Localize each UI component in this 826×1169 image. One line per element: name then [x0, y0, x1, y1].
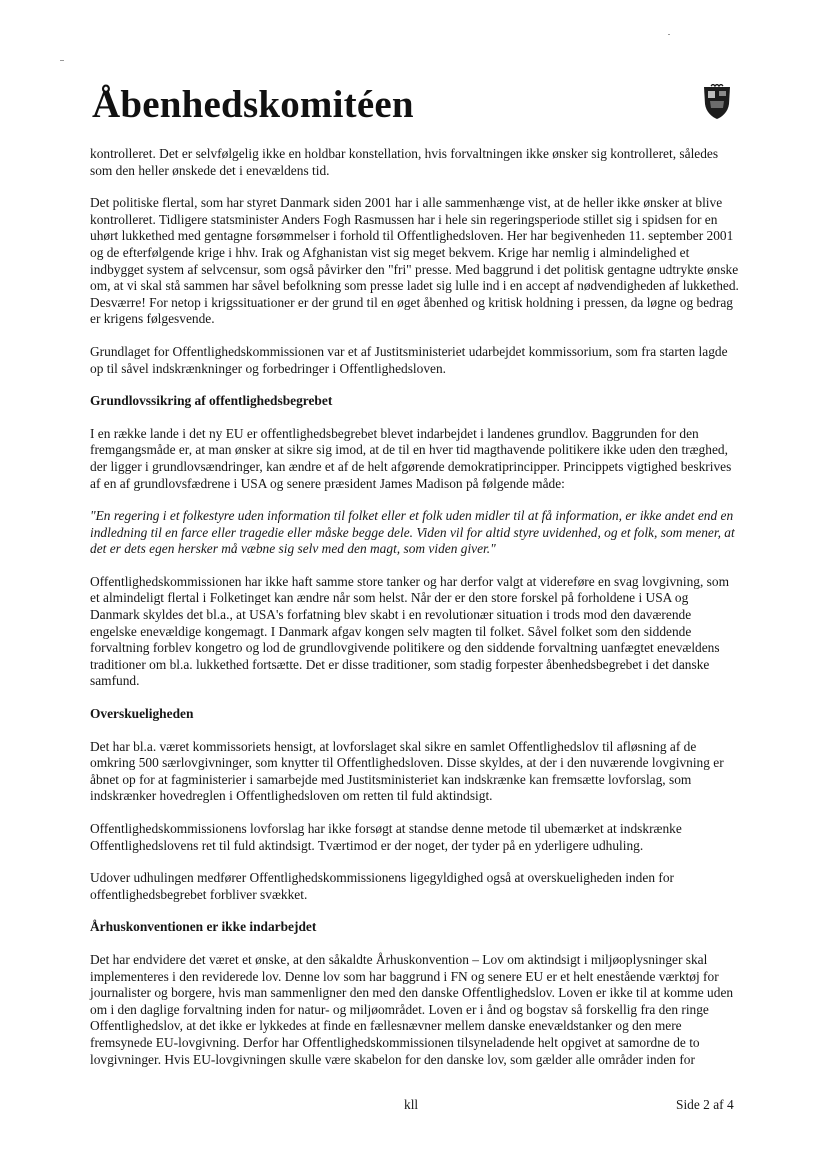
section-heading: Overskueligheden: [90, 706, 194, 722]
paragraph: Det har bl.a. været kommissoriets hensigt, at lovforslaget skal sikre en samlet Offentlighedslov til afløsning af de omkring 500 særlovgivninger, som knytter til Offentlighedsloven. Disse skyldes, at der i den nuværende lovgivning er åbnet op for at fagministerier i samarbejde med Justitsministeriet kan indskrænke kan fremsætte lovforslag, som indskrænker hovedreglen i Offentlighedsloven om retten til fuld aktindsigt.: [90, 738, 724, 804]
section-heading: Grundlovssikring af offentlighedsbegrebet: [90, 393, 333, 409]
paragraph: Det politiske flertal, som har styret Danmark siden 2001 har i alle sammenhænge vist, at de heller ikke ønsker at blive kontrolleret. Tidligere statsminister Anders Fogh Rasmussen har i hele sin regeringsperiode stillet sig i spidsen for en uhørt lukkethed med gentagne forsømmelser i forhold til Offentlighedsloven. Her har begivenheden 11. september 2001 og de efterfølgende krige i hhv. Irak og Afghanistan vist sig meget bekvem. Krige har nemlig i almindelighed et indbygget system af selvcensur, som også påvirker den "fri" presse. Med baggrund i det politisk gentagne udtrykte ønske om, at vi skal stå sammen har såvel befolkning som presse ladet sig lulle ind i en accept af nødvendigheden af lukkethed. Desværre! For netop i krigssituationer er der grund til en øget åbenhed og kritisk holdning i pressen, da løgne og bedrag er krigens følgesvende.: [90, 195, 739, 327]
page-number: Side 2 af 4: [676, 1097, 734, 1112]
paragraph: kontrolleret. Det er selvfølgelig ikke en holdbar konstellation, hvis forvaltningen ikke ønsker sig kontrolleret, således som den heller ønskede det i enevældens tid.: [90, 146, 719, 178]
document-body: [90, 146, 740, 1084]
section-heading: Århuskonventionen er ikke indarbejdet: [90, 919, 317, 935]
paragraph: Offentlighedskommissionens lovforslag har ikke forsøgt at standse denne metode til ubemærket at indskrænke Offentlighedslovens ret til fuld aktindsigt. Tværtimod er der noget, der tyder på en yderligere udhuling.: [90, 821, 682, 853]
scan-mark: [60, 60, 64, 61]
paragraph: Offentlighedskommissionen har ikke haft samme store tanker og har derfor valgt at videreføre en svag lovgivning, som et almindeligt flertal i Folketinget kan ændre når som helst. Når der er den store forskel på forholdene i USA og Danmark skyldes det bl.a., at USA's forfatning blev skabt i en revolutionær situation i trods mod den daværende engelske enevældige kongemagt. I Danmark afgav kongen selv magten til folket. Såvel folket som den siddende forvaltning forblev kongetro og lod de grundlovgivende politikere og den siddende forvaltning uanfægtet enevældens traditioner om bl.a. lukkethed fortsætte. Det er disse traditioner, som stadig forpester åbenhedsbegrebet i det danske samfund.: [90, 573, 729, 689]
block-quote: "En regering i et folkestyre uden information til folket eller et folk uden midler til at få information, er ikke andet end en indledning til en farce eller tragedie eller måske begge dele. Viden vil for altid styre uvidenhed, og et folk, som mener, at det er dets egen hersker må væbne sig selv med den magt, som viden giver.": [90, 508, 735, 557]
paragraph: I en række lande i det ny EU er offentlighedsbegrebet blevet indarbejdet i landenes grundlov. Baggrunden for den fremgangsmåde er, at man ønsker at sikre sig imod, at de til en hver tid magthavende politikere ikke uden den træghed, der ligger i grundlovsændringer, kan ændre et af de helt afgørende demokratiprincipper. Princippets vigtighed beskrives af en af grundlovsfædrene i USA og senere præsident James Madison på følgende måde:: [90, 425, 732, 491]
page-title: Åbenhedskomitéen: [92, 83, 414, 126]
paragraph: Det har endvidere det været et ønske, at den såkaldte Århuskonvention – Lov om aktindsigt i miljøoplysninger skal implementeres i den reviderede lov. Denne lov som har baggrund i FN og senere EU er et helt enestående værktøj for journalister og borgere, hvis man sammenligner den med den danske Offentlighedslov. Loven er ikke til at komme uden om i den daglige forvaltning inden for natur- og miljøområdet. Loven er i ånd og bogstav så forskellig fra den ringe Offentlighedslov, at det ikke er lykkedes at finde en fællesnævner mellem danske enevældstanker og den mere fremsynede EU-lovgivning. Derfor har Offentlighedskommissionen tilsyneladende helt opgivet at samordne de to lovgivninger. Hvis EU-lovgivningen skulle være skabelon for den danske lov, som gælder alle områder inden for: [90, 951, 734, 1067]
crest-icon: [702, 84, 732, 120]
scan-mark: [668, 34, 670, 35]
paragraph: Udover udhulingen medfører Offentlighedskommissionens ligegyldighed også at overskueligheden inden for offentlighedsbegrebet forbliver svækket.: [90, 870, 674, 902]
paragraph: Grundlaget for Offentlighedskommissionen var et af Justitsministeriet udarbejdet kommissorium, som fra starten lagde op til såvel indskrænkninger og forbedringer i Offentlighedsloven.: [90, 343, 728, 376]
footer-author-code: kll: [404, 1097, 419, 1112]
